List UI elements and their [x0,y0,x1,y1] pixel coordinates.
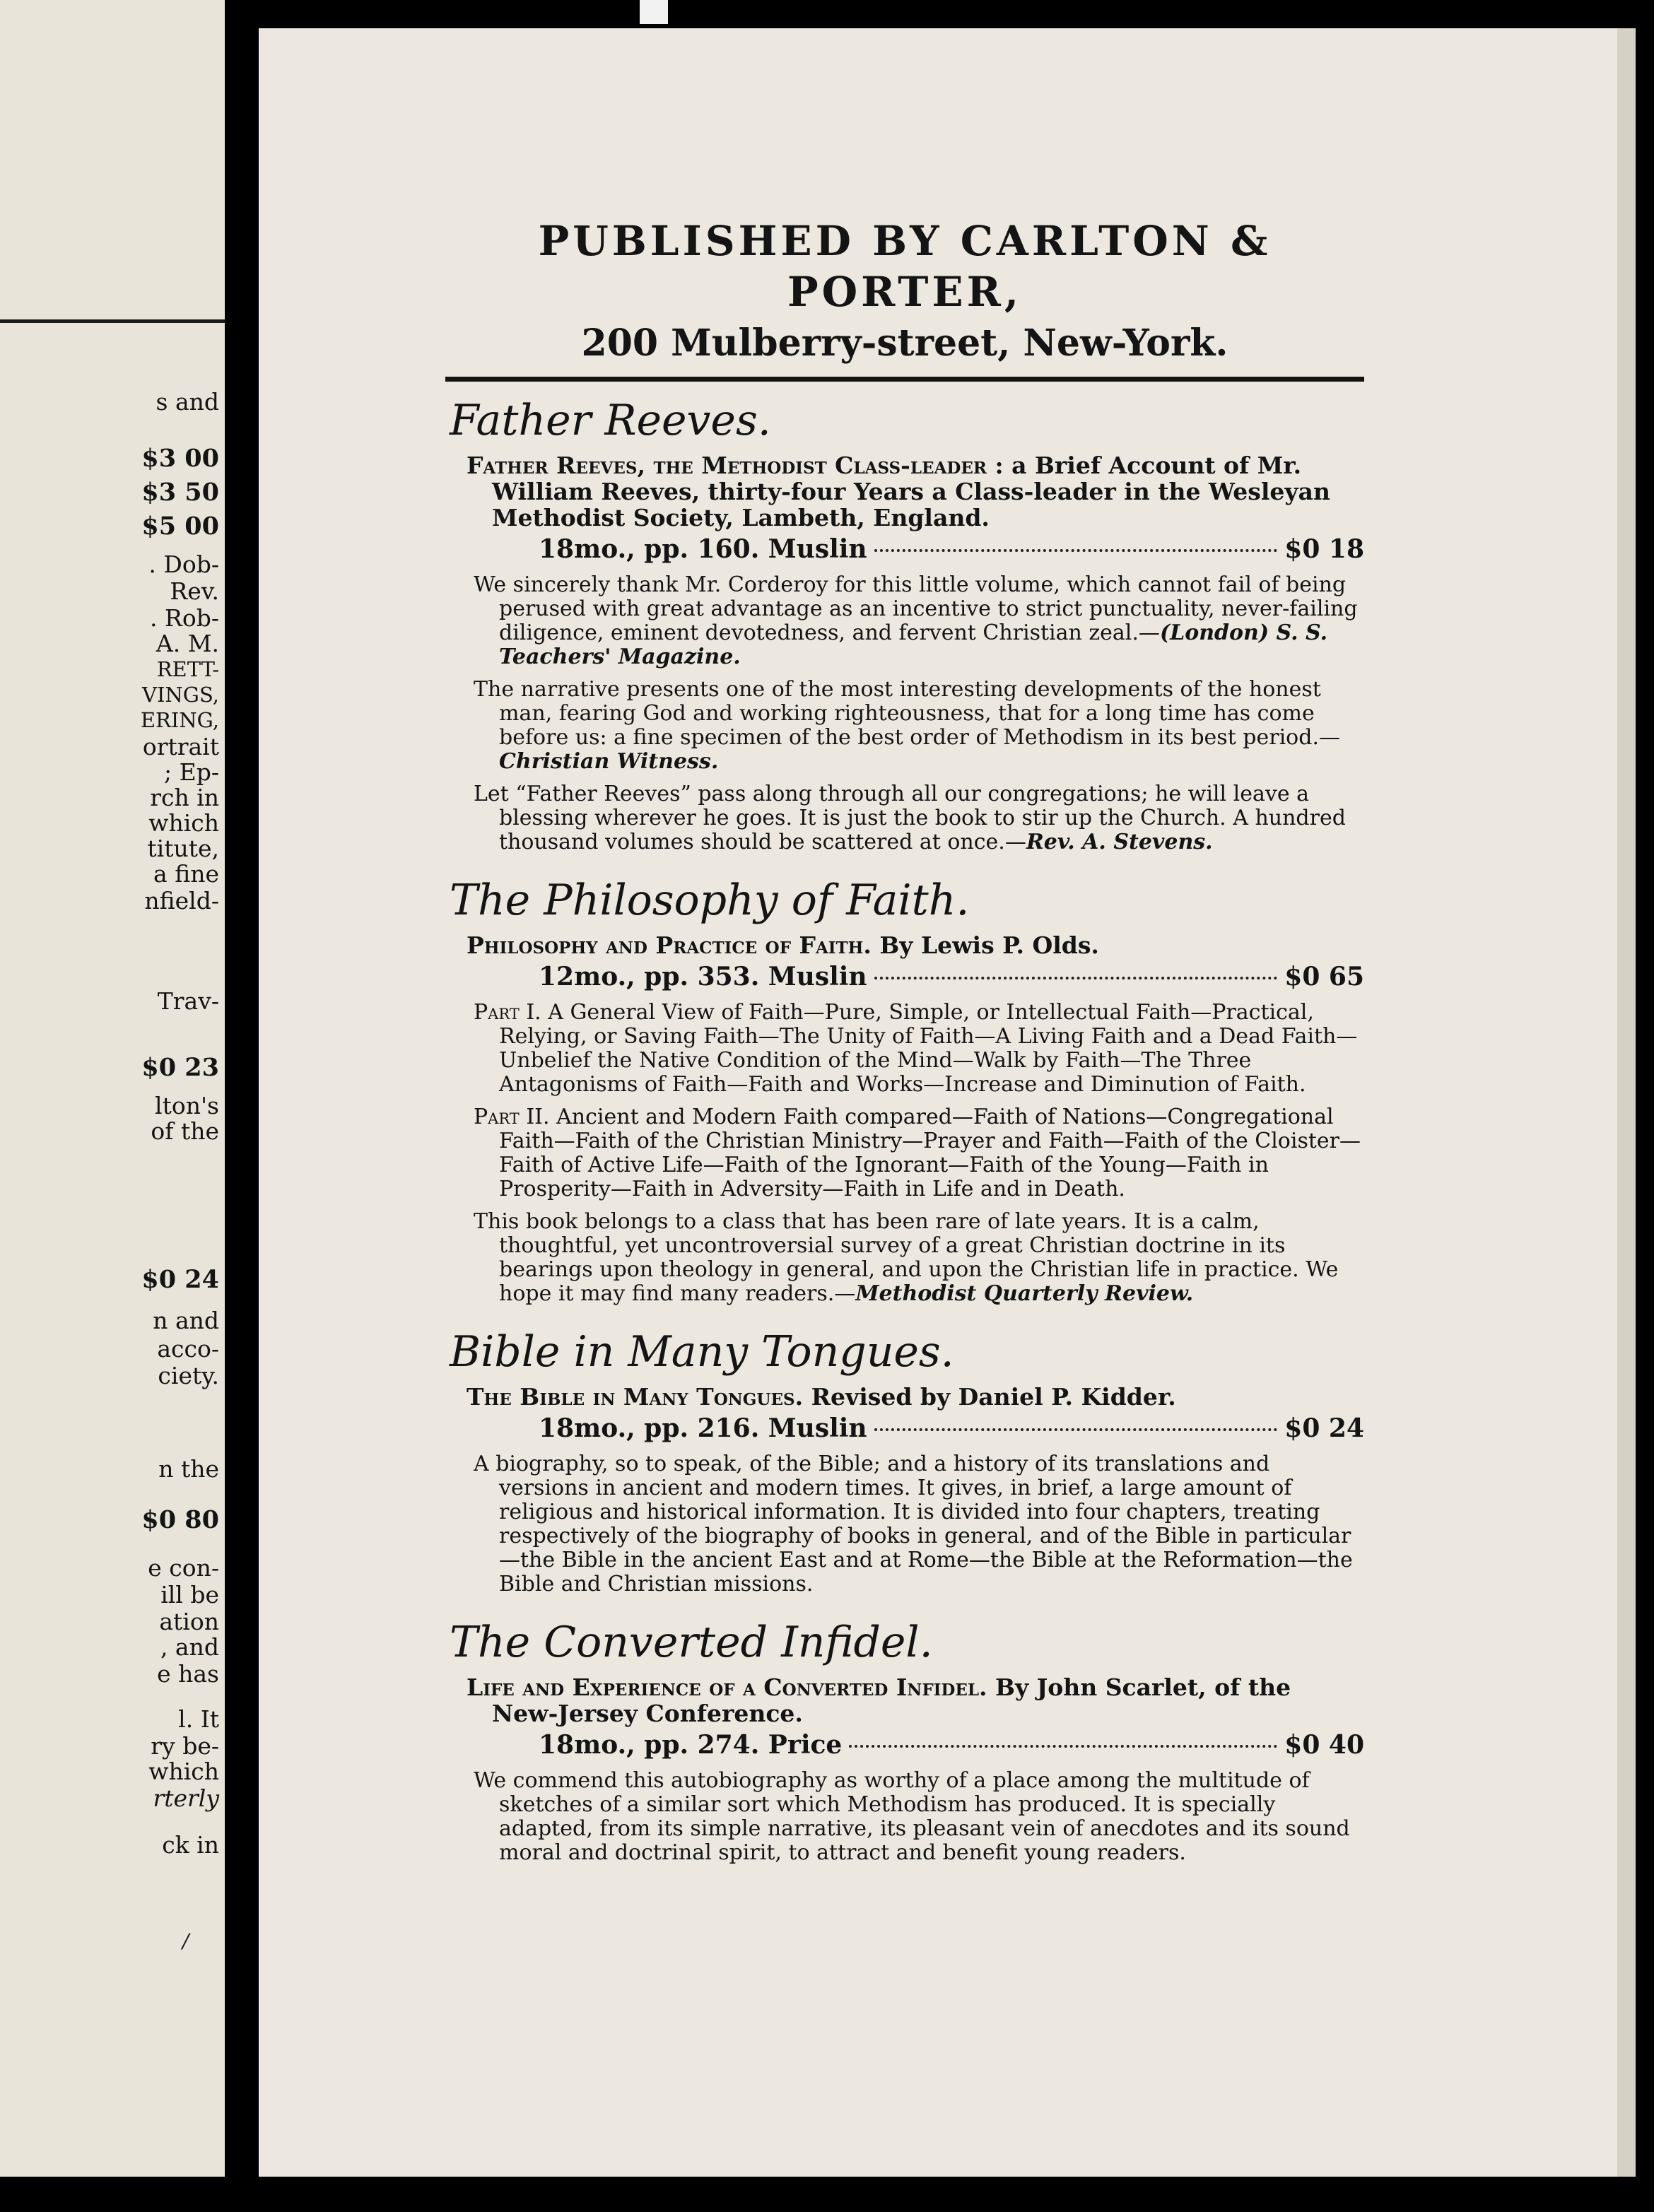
page-content [445,216,1364,1886]
left-page-line: $0 80 [141,1505,219,1534]
leader-dots [874,549,1278,552]
description-paragraph: A biography, so to speak, of the Bible; and a history of its translations and versions in ancient and modern times. It gives, in brief, a large amount of religious and historical information. It is divided into four chapters, treating respectively of the biography of books in general, and of the Bible in particular—the Bible in the ancient East and at Rome—the Bible at the Reformation—the Bible and Christian missions. [474,1452,1353,1596]
contents-paragraph [474,1105,1364,1201]
format-label: 18mo., pp. 274. Price [539,1730,843,1760]
listing-title: Bible in Many Tongues. [450,1327,954,1377]
left-page-line: rch in [150,784,219,811]
left-page-line: , and [160,1633,219,1661]
left-page-line: Rev. [170,577,219,605]
left-page-line: a fine [153,860,219,888]
right-page [259,28,1636,2177]
book-title: Life and Experience of a Converted Infidel. [467,1673,987,1701]
left-page-line: of the [151,1117,219,1145]
book-entry [467,1384,1364,1410]
left-page-line: VINGS, [142,683,219,707]
left-page-line: $5 00 [141,512,219,541]
left-page-line: ill be [160,1581,219,1608]
part-label: Part I. [474,1000,541,1025]
left-page-line: ortrait [142,733,219,760]
left-page-line: $0 24 [141,1265,219,1294]
listing-title: Father Reeves. [450,396,771,445]
book-entry [467,932,1364,958]
price: $0 18 [1284,534,1364,564]
listing-father-reeves [445,396,1364,854]
left-page-line: e has [157,1660,219,1688]
book-title: Father Reeves, the Methodist Class-leader : [467,452,1004,479]
review-paragraph [474,1210,1364,1306]
stray-mark: / [182,1929,189,1953]
left-page-line: . Rob- [150,604,219,632]
left-page-line: n the [158,1455,219,1483]
leader-dots [874,1428,1278,1431]
review-text: Let “Father Reeves” pass along through all our congregations; he will leave a blessing wherever he goes. It is just the book to stir up the Church. A hundred thousand volumes should be scattered at once.— [474,782,1346,854]
book-title: The Bible in Many Tongues. [467,1383,804,1411]
price: $0 24 [1284,1413,1364,1443]
book-gutter [225,0,259,2212]
left-page-line: RETT- [156,657,219,681]
review-text: We sincerely thank Mr. Corderoy for this little volume, which cannot fail of being perused with great advantage as an incentive to strict punctuality, never-failing diligence, eminent devotedness, and fervent Christian zeal.— [474,572,1358,645]
listing-philosophy-of-faith [445,876,1364,1306]
left-page-line: ck in [162,1831,219,1859]
header-rule [445,377,1364,382]
part-contents: Ancient and Modern Faith compared—Faith of Nations—Congregational Faith—Faith of the Christian Ministry—Prayer and Faith—Faith of the Cloister—Faith of Active Life—Faith of the Ignorant—Faith of the Young—Faith in Prosperity—Faith in Adversity—Faith in Life and in Death. [499,1105,1361,1201]
review-paragraph [474,678,1364,774]
review-paragraph [474,573,1364,669]
book-author: By Lewis P. Olds. [871,931,1099,959]
review-text: The narrative presents one of the most interesting developments of the honest man, fearing God and working righteousness, that for a long time has come before us: a fine specimen of the best order of Methodism in its best period.— [474,677,1340,750]
price-line [539,1413,1364,1444]
price-line [539,961,1364,992]
left-page-line: $3 00 [141,444,219,473]
review-source: Methodist Quarterly Review. [855,1281,1194,1306]
left-page-line: l. It [178,1705,219,1733]
contents-paragraph [474,1001,1364,1097]
price: $0 65 [1284,962,1364,992]
left-page-line: rterly [153,1784,219,1812]
publisher-heading: PUBLISHED BY CARLTON & PORTER, [538,217,1272,316]
review-text: This book belongs to a class that has been rare of late years. It is a calm, thoughtful, yet uncontroversial survey of a great Christian doctrine in its bearings upon theology in general, and upon the Christian life in practice. We hope it may find many readers.— [474,1209,1339,1306]
book-author: By John Scarlet, of the New-Jersey Conference. [492,1673,1291,1727]
book-title: Philosophy and Practice of Faith. [467,931,872,959]
price-line [539,1729,1364,1760]
left-page-line: Trav- [157,987,219,1015]
left-page-line: acco- [157,1335,219,1363]
left-page-line: e con- [148,1554,219,1582]
book-editor: Revised by Daniel P. Kidder. [803,1383,1176,1411]
left-page-line: ation [159,1608,219,1635]
listing-title: The Converted Infidel. [450,1618,933,1667]
review-source: Rev. A. Stevens. [1026,830,1213,854]
format-label: 12mo., pp. 353. Muslin [539,962,867,992]
leader-dots [849,1745,1277,1748]
left-page-line: titute, [147,835,219,862]
book-entry [467,452,1364,531]
price-line [539,534,1364,565]
leader-dots [874,977,1278,979]
publisher-address: 200 Mulberry-street, New-York. [581,322,1228,365]
format-label: 18mo., pp. 160. Muslin [539,534,867,564]
book-description: a Brief Account of Mr. William Reeves, thirty-four Years a Class-leader in the Wesleyan Methodist Society, Lambeth, England. [492,452,1330,531]
left-page-line: $3 50 [141,478,219,507]
review-source: Christian Witness. [499,749,719,774]
left-page-line: ciety. [158,1362,219,1389]
listing-title: The Philosophy of Faith. [450,876,970,925]
left-page-line: which [148,1758,219,1785]
part-contents: A General View of Faith—Pure, Simple, or Intellectual Faith—Practical, Relying, or Saving Faith—The Unity of Faith—A Living Faith and a Dead Faith—Unbelief the Native Condition of the Mind—Walk by Faith—The Three Antagonisms of Faith—Faith and Works—Increase and Diminution of Faith. [499,1000,1358,1097]
left-page-line: which [148,809,219,837]
format-label: 18mo., pp. 216. Muslin [539,1413,867,1443]
left-page-line: . Dob- [148,551,219,578]
review-source: (London) S. S. Teachers' Magazine. [499,620,1328,669]
left-page-line: n and [153,1307,219,1334]
left-page-line: ; Ep- [164,758,219,786]
left-page-line: s and [156,388,219,416]
review-paragraph [474,782,1364,854]
part-label: Part II. [474,1105,550,1129]
left-page-line: $0 23 [141,1053,219,1082]
scanner-slot [640,0,668,24]
left-page-fragment [0,0,225,2177]
price: $0 40 [1284,1730,1364,1760]
left-page-line: lton's [155,1092,219,1119]
left-page-line: ERING, [140,708,219,732]
listing-converted-infidel [445,1618,1364,1865]
review-paragraph: We commend this autobiography as worthy of a place among the multitude of sketches of a similar sort which Methodism has produced. It is specially adapted, from its simple narrative, its pleasant vein of anecdotes and its sound moral and doctrinal spirit, to attract and benefit young readers. [474,1768,1350,1865]
page-edge-shadow [1617,28,1636,2177]
left-page-rule [0,319,225,323]
left-page-line: ry be- [151,1732,219,1760]
book-entry [467,1674,1364,1726]
listing-bible-many-tongues [445,1327,1364,1596]
left-page-line: nfield- [144,887,219,914]
left-page-line: A. M. [156,630,219,657]
